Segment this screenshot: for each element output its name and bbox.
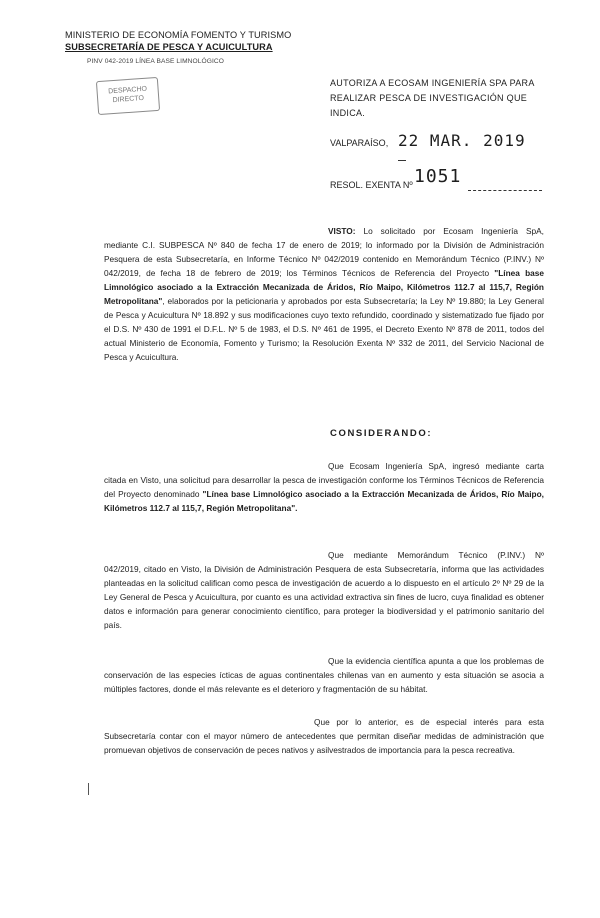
resolution-number: 1051 xyxy=(414,166,462,187)
margin-mark xyxy=(88,783,89,795)
dispatch-stamp xyxy=(96,77,160,115)
visto-text-1: Lo solicitado por Ecosam Ingeniería SpA, mediante C.I. SUBPESCA Nº 840 de fecha 17 de enero de 2019; lo informado por la División de Administración Pesquera de esta Subsecretaría, en Informe Técnico Nº 042/2019 contenido en Memorándum Técnico (P.INV.) Nº 042/2019, de fecha 18 de febrero de 2019; los Términos Técnicos de Referencia del Proyecto xyxy=(104,226,544,278)
considerando-1-text: Que Ecosam Ingeniería SpA, ingresó mediante carta citada en Visto, una solicitud para desarrollar la pesca de investigación conforme los Términos Técnicos de Referencia del Proyecto denominado xyxy=(104,461,544,499)
separator-dash xyxy=(398,160,406,161)
visto-text-2: , elaborados por la peticionaria y aprobados por esta Subsecretaría; la Ley Nº 19.880; la Ley General de Pesca y Acuicultura Nº 18.892 y sus modificaciones cuyo texto refundido, coordinado y sistematizado fue fijado por el D.S. Nº 430 de 1991 el D.F.L. Nº 5 de 1983, el D.S. Nº 461 de 1995, el Decreto Exento Nº 878 de 2011, todos del actual Ministerio de Economía, Fomento y Turismo; la Resolución Exenta Nº 332 de 2011, del Servicio Nacional de Pesca y Acuicultura. xyxy=(104,296,544,362)
place-label: VALPARAÍSO, xyxy=(330,138,389,148)
date-stamp: 22 MAR. 2019 xyxy=(398,131,526,150)
document-reference: PINV 042-2019 LÍNEA BASE LIMNOLÓGICO xyxy=(87,58,224,65)
considerando-1-project: "Línea base Limnológico asociado a la Extracción Mecanizada de Áridos, Río Maipo, Kilómetros 112.7 al 115,7, Región Metropolitana". xyxy=(104,489,544,513)
ministry-name: MINISTERIO DE ECONOMÍA FOMENTO Y TURISMO xyxy=(65,30,292,40)
considerando-heading: CONSIDERANDO: xyxy=(330,428,433,439)
considerando-paragraph-3: Que la evidencia científica apunta a que los problemas de conservación de las especies ícticas de aguas continentales chilenas van en aumento y esta situación se asocia a múltiples factores, donde el más relevante es el deterioro y fragmentación de su hábitat. xyxy=(104,656,544,694)
resolution-title: AUTORIZA A ECOSAM INGENIERÍA SPA PARA REALIZAR PESCA DE INVESTIGACIÓN QUE INDICA. xyxy=(330,78,535,118)
stamp-line-2: DIRECTO xyxy=(112,94,145,105)
considerando-paragraph-4: Que por lo anterior, es de especial interés para esta Subsecretaría contar con el mayor número de antecedentes que permitan diseñar medidas de administración que promuevan objetivos de conservación de peces nativos y asilvestrados de importancia para la pesca recreativa. xyxy=(104,717,544,755)
visto-label: VISTO: xyxy=(328,226,356,236)
resolution-underline xyxy=(468,190,542,191)
subsecretaria-name: SUBSECRETARÍA DE PESCA Y ACUICULTURA xyxy=(65,42,273,52)
stamp-line-1: DESPACHO xyxy=(108,85,148,96)
considerando-paragraph-1 xyxy=(104,459,544,515)
considerando-paragraph-2: Que mediante Memorándum Técnico (P.INV.) Nº 042/2019, citado en Visto, la División de Administración Pesquera de esta Subsecretaría, informa que las actividades planteadas en la solicitud califican como pesca de investigación de acuerdo a lo dispuesto en el artículo 2º Nº 29 de la Ley General de Pesca y Acuicultura, por cuanto es una actividad extractiva sin fines de lucro, cuya finalidad es obtener datos e información para generar conocimiento científico, para proteger la biodiversidad y el patrimonio sanitario del país. xyxy=(104,550,544,630)
resolution-label: RESOL. EXENTA Nº xyxy=(330,180,413,190)
visto-project-name: "Línea base Limnológico asociado a la Extracción Mecanizada de Áridos, Río Maipo, Kilómetros 112.7 al 115,7, Región Metropolitana" xyxy=(104,268,545,306)
visto-paragraph xyxy=(104,224,544,364)
